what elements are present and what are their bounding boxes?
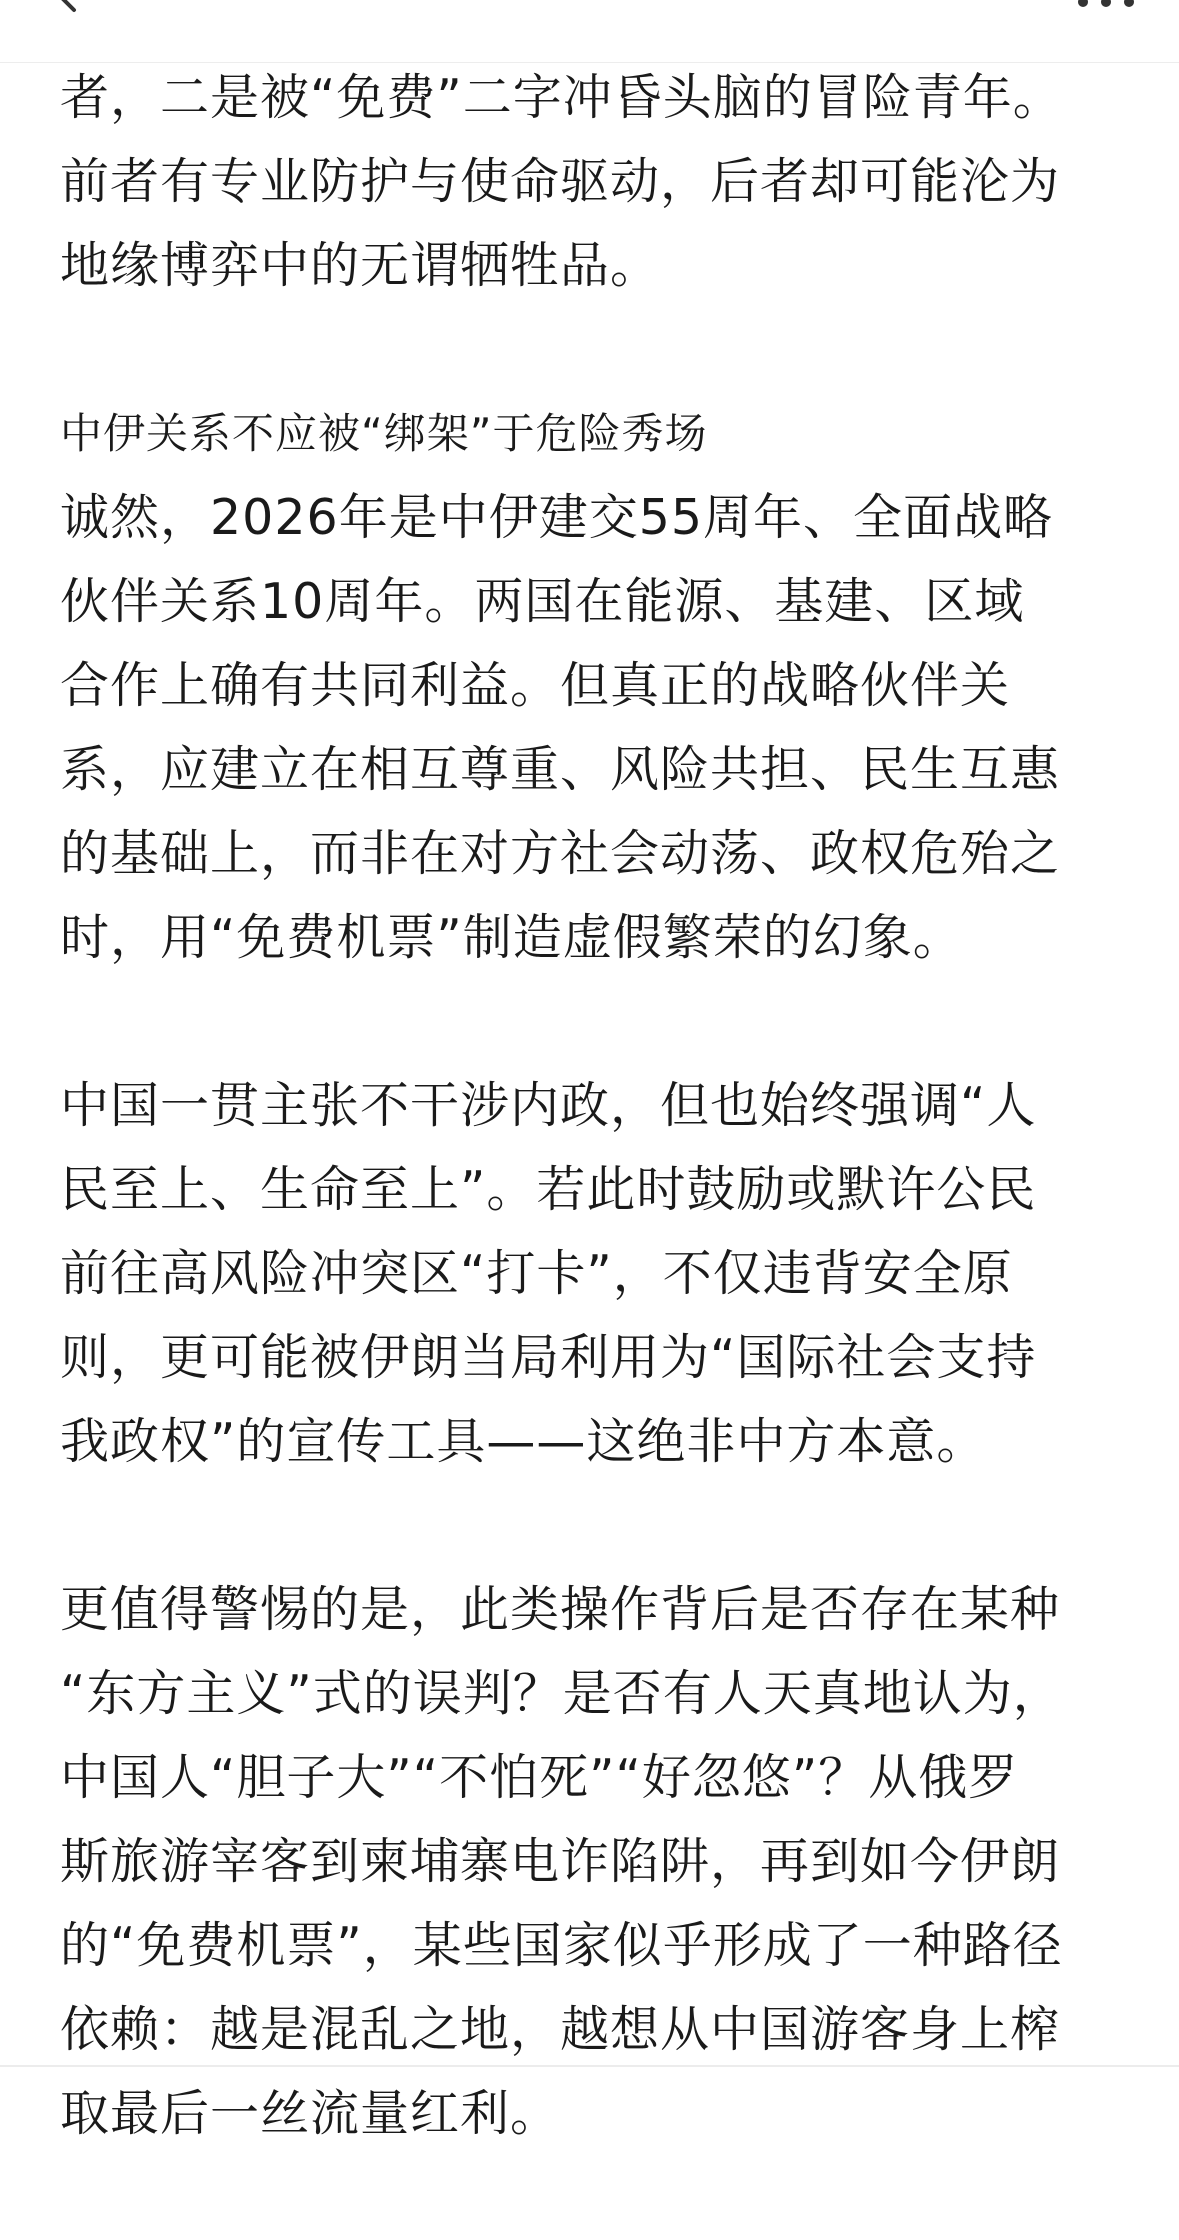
article-body [60, 62, 1130, 2240]
text-line: 者，二是被“免费”二字冲昏头脑的冒险青年。 [60, 69, 1063, 126]
text-line: 斯旅游宰客到柬埔寨电诈陷阱，再到如今伊朗 [60, 1833, 1061, 1890]
section-heading: 中伊关系不应被“绑架”于危险秀场 [60, 409, 708, 458]
paragraph-4 [60, 1568, 1130, 2156]
paragraph-2 [60, 476, 1130, 980]
text-line: 我政权”的宣传工具——这绝非中方本意。 [60, 1413, 987, 1470]
text-line: 伙伴关系10周年。两国在能源、基建、区域 [60, 573, 1025, 630]
text-line: 的基础上，而非在对方社会动荡、政权危殆之 [60, 825, 1061, 882]
paragraph-3 [60, 1064, 1130, 1484]
top-navigation-bar [0, 0, 1179, 63]
text-line: 时，用“免费机票”制造虚假繁荣的幻象。 [60, 909, 963, 966]
text-line: 取最后一丝流量红利。 [60, 2085, 561, 2142]
more-dots-icon[interactable] [1071, 0, 1141, 14]
text-line: 中国人“胆子大”“不怕死”“好忽悠”？从俄罗 [60, 1749, 1019, 1806]
text-line: 诚然，2026年是中伊建交55周年、全面战略 [60, 489, 1054, 546]
text-line: “东方主义”式的误判？是否有人天真地认为， [60, 1665, 1063, 1722]
text-line: 民至上、生命至上”。若此时鼓励或默许公民 [60, 1161, 1037, 1218]
text-line: 合作上确有共同利益。但真正的战略伙伴关 [60, 657, 1011, 714]
text-line: 前者有专业防护与使命驱动，后者却可能沦为 [60, 153, 1061, 210]
text-line: 更值得警惕的是，此类操作背后是否存在某种 [60, 1581, 1061, 1638]
text-line: 依赖：越是混乱之地，越想从中国游客身上榨 [60, 2001, 1061, 2058]
chevron-left-icon[interactable] [46, 0, 86, 26]
text-line: 系，应建立在相互尊重、风险共担、民生互惠 [60, 741, 1061, 798]
text-line: 地缘博弈中的无谓牺牲品。 [60, 237, 661, 294]
text-line: 则，更可能被伊朗当局利用为“国际社会支持 [60, 1329, 1037, 1386]
text-line: 中国一贯主张不干涉内政，但也始终强调“人 [60, 1077, 1037, 1134]
text-line: 的“免费机票”，某些国家似乎形成了一种路径 [60, 1917, 1063, 1974]
paragraph-1 [60, 56, 1130, 308]
text-line: 前往高风险冲突区“打卡”，不仅违背安全原 [60, 1245, 1013, 1302]
